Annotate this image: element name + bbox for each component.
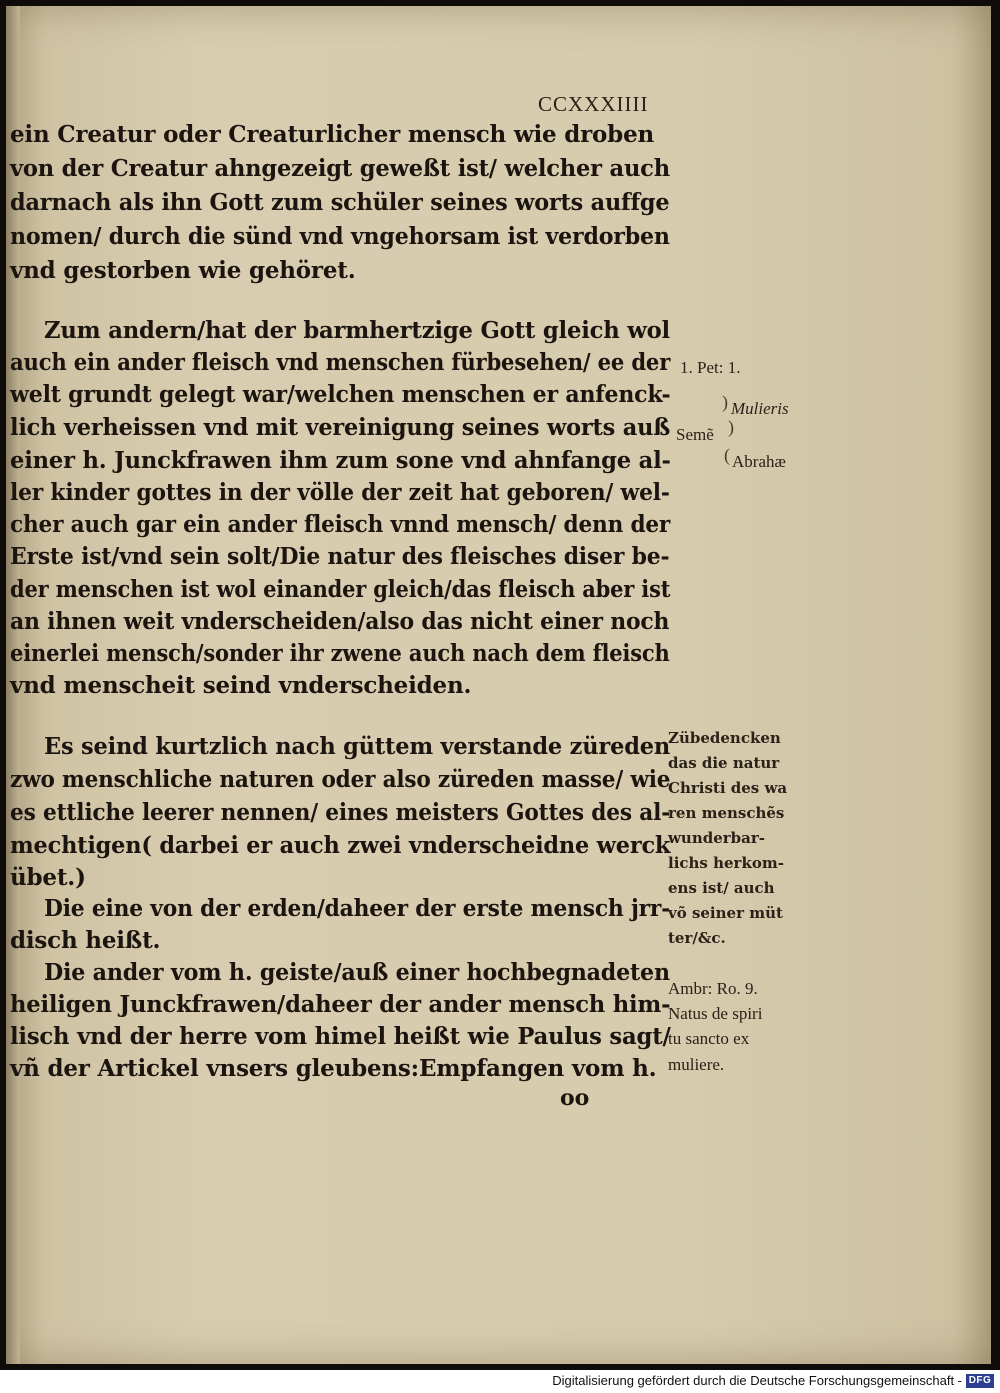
margin-note-line: Christi des wa xyxy=(668,779,788,797)
page-folio-number: CCXXXIIII xyxy=(538,92,649,116)
text-line: ein Creatur oder Creaturlicher mensch wie droben xyxy=(10,121,655,148)
text-line: einerlei mensch/sonder ihr zwene auch nach dem fleisch xyxy=(10,640,670,667)
text-line: welt grundt gelegt war/welchen menschen er anfenck- xyxy=(10,381,671,408)
margin-note-line: Ambr: Ro. 9. xyxy=(668,979,758,998)
margin-note-line: võ seiner müt xyxy=(668,904,783,922)
margin-note-line: lichs herkom- xyxy=(668,854,784,872)
text-line: Es seind kurtzlich nach güttem verstande züreden xyxy=(44,733,671,760)
bracket-glyph: ) xyxy=(728,417,734,437)
text-line: an ihnen weit vnderscheiden/also das nicht einer noch xyxy=(10,608,670,635)
text-line: der menschen ist wol einander gleich/das fleisch aber ist xyxy=(10,576,671,603)
margin-note-line: tu sancto ex xyxy=(668,1029,750,1048)
catchword: oo xyxy=(560,1085,590,1111)
footer-credit: Digitalisierung gefördert durch die Deutsche Forschungsgemeinschaft - xyxy=(552,1373,962,1388)
margin-note-line: ter/&c. xyxy=(668,929,726,947)
text-line: Die ander vom h. geiste/auß einer hochbegnadeten xyxy=(44,959,670,986)
bracket-glyph: ( xyxy=(724,445,730,465)
text-line: nomen/ durch die sünd vnd vngehorsam ist verdorben xyxy=(10,223,670,250)
margin-note-mulieris: Mulieris xyxy=(731,399,789,418)
margin-note-semen: Semẽ xyxy=(676,425,714,444)
text-line: es ettliche leerer nennen/ eines meisters Gottes des al- xyxy=(10,799,671,826)
dfg-logo: DFG xyxy=(966,1374,994,1388)
margin-note-reference: 1. Pet: 1. xyxy=(680,358,741,377)
text-line: darnach als ihn Gott zum schüler seines worts auffge xyxy=(10,189,670,216)
text-line: Erste ist/vnd sein solt/Die natur des fleisches diser be- xyxy=(10,543,670,570)
margin-note-abrahae: Abrahæ xyxy=(732,452,786,471)
margin-note-line: wunderbar- xyxy=(668,829,765,847)
text-line: lisch vnd der herre vom himel heißt wie Paulus sagt/ xyxy=(10,1023,671,1050)
text-line: auch ein ander fleisch vnd menschen fürbesehen/ ee der xyxy=(10,349,671,376)
bracket-glyph: ) xyxy=(722,392,728,412)
text-line: heiligen Junckfrawen/daheer der ander mensch him- xyxy=(10,991,671,1018)
text-line: lich verheissen vnd mit vereinigung seines worts auß xyxy=(10,414,671,441)
text-line: vnd gestorben wie gehöret. xyxy=(10,257,356,284)
margin-note-line: Zübedencken xyxy=(668,729,781,747)
text-line: einer h. Junckfrawen ihm zum sone vnd ahnfange al- xyxy=(10,447,671,474)
text-line: Zum andern/hat der barmhertzige Gott gleich wol xyxy=(44,317,670,344)
text-line: disch heißt. xyxy=(10,927,161,954)
margin-note-line: ren menschẽs xyxy=(668,804,785,822)
text-line: vñ der Artickel vnsers gleubens:Empfangen vom h. xyxy=(10,1055,657,1082)
margin-note-line: muliere. xyxy=(668,1055,725,1074)
text-line: mechtigen( darbei er auch zwei vnderscheidne werck xyxy=(10,832,671,859)
text-line: ler kinder gottes in der völle der zeit hat geboren/ wel- xyxy=(10,479,670,506)
text-line: zwo menschliche naturen oder also züreden masse/ wie xyxy=(10,766,671,793)
text-line: von der Creatur ahngezeigt geweßt ist/ welcher auch xyxy=(10,155,670,182)
footer-bar xyxy=(0,1370,1000,1393)
text-line: cher auch gar ein ander fleisch vnnd mensch/ denn der xyxy=(10,511,671,538)
margin-note-line: Natus de spiri xyxy=(668,1004,763,1023)
margin-note-line: ens ist/ auch xyxy=(668,879,775,897)
text-line: vnd menscheit seind vnderscheiden. xyxy=(10,672,472,699)
text-line: Die eine von der erden/daheer der erste mensch jrr- xyxy=(44,895,671,922)
margin-note-line: das die natur xyxy=(668,754,780,772)
text-line: übet.) xyxy=(10,864,86,891)
